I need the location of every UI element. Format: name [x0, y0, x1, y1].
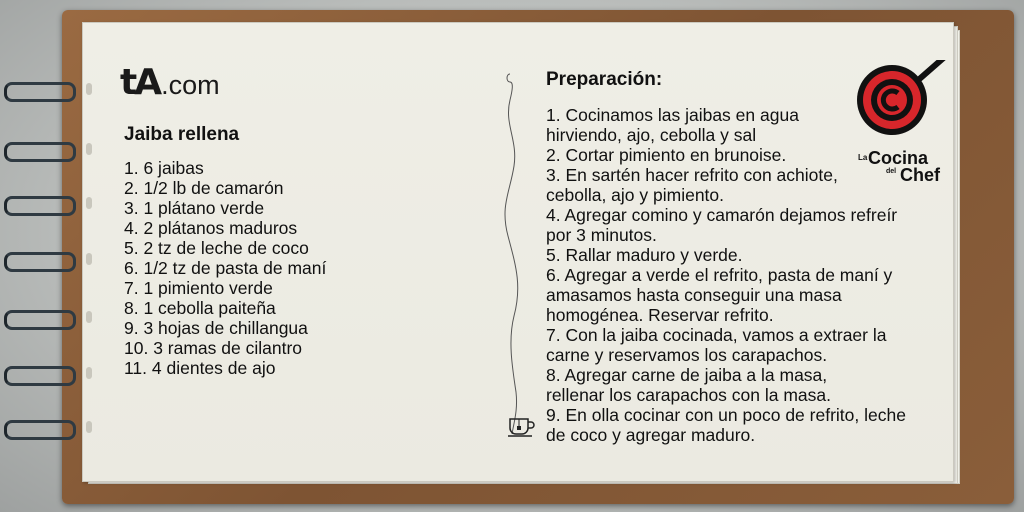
step-item: 1. Cocinamos las jaibas en agua hirviendo, ajo, cebolla y sal — [546, 105, 799, 145]
ingredient-item: 4. 2 plátanos maduros — [124, 218, 298, 238]
ingredient-item: 3. 1 plátano verde — [124, 198, 265, 218]
ingredient-list — [124, 158, 326, 378]
badge-la: La — [858, 153, 868, 162]
ingredient-item: 8. 1 cebolla paiteña — [124, 298, 276, 318]
recipe-title: Jaiba rellena — [124, 124, 240, 145]
step-item: 3. En sartén hacer refrito con achiote, cebolla, ajo y pimiento. — [546, 165, 838, 205]
badge-cocina: Cocina — [868, 148, 929, 168]
ingredient-item: 2. 1/2 lb de camarón — [124, 178, 284, 198]
logo-mark: tA — [120, 62, 160, 103]
step-item: 2. Cortar pimiento en brunoise. — [546, 145, 787, 165]
ingredient-item: 1. 6 jaibas — [124, 158, 204, 178]
ingredient-item: 11. 4 dientes de ajo — [124, 358, 276, 378]
step-item: 7. Con la jaiba cocinada, vamos a extraer la carne y reservamos los carapachos. — [546, 325, 887, 365]
ingredient-item: 7. 1 pimiento verde — [124, 278, 273, 298]
ingredient-item: 10. 3 ramas de cilantro — [124, 338, 303, 358]
logo-domain: .com — [161, 70, 220, 100]
ingredient-item: 6. 1/2 tz de pasta de maní — [124, 258, 327, 278]
step-item: 8. Agregar carne de jaiba a la masa, rellenar los carapachos con la masa. — [546, 365, 832, 405]
step-item: 5. Rallar maduro y verde. — [546, 245, 743, 265]
string-icon — [490, 72, 540, 442]
badge-chef: Chef — [900, 165, 940, 185]
tea-cup-icon — [507, 414, 537, 438]
step-item: 4. Agregar comino y camarón dejamos refreír por 3 minutos. — [546, 205, 898, 245]
step-item: 6. Agregar a verde el refrito, pasta de maní y amasamos hasta conseguir una masa homogénea. Reservar refrito. — [546, 265, 893, 325]
step-item: 9. En olla cocinar con un poco de refrito, leche de coco y agregar maduro. — [546, 405, 906, 445]
preparation-title: Preparación: — [546, 69, 663, 90]
badge-del: del — [886, 168, 897, 175]
ingredient-item: 5. 2 tz de leche de coco — [124, 238, 309, 258]
site-logo — [120, 62, 220, 103]
ingredient-item: 9. 3 hojas de chillangua — [124, 318, 308, 338]
